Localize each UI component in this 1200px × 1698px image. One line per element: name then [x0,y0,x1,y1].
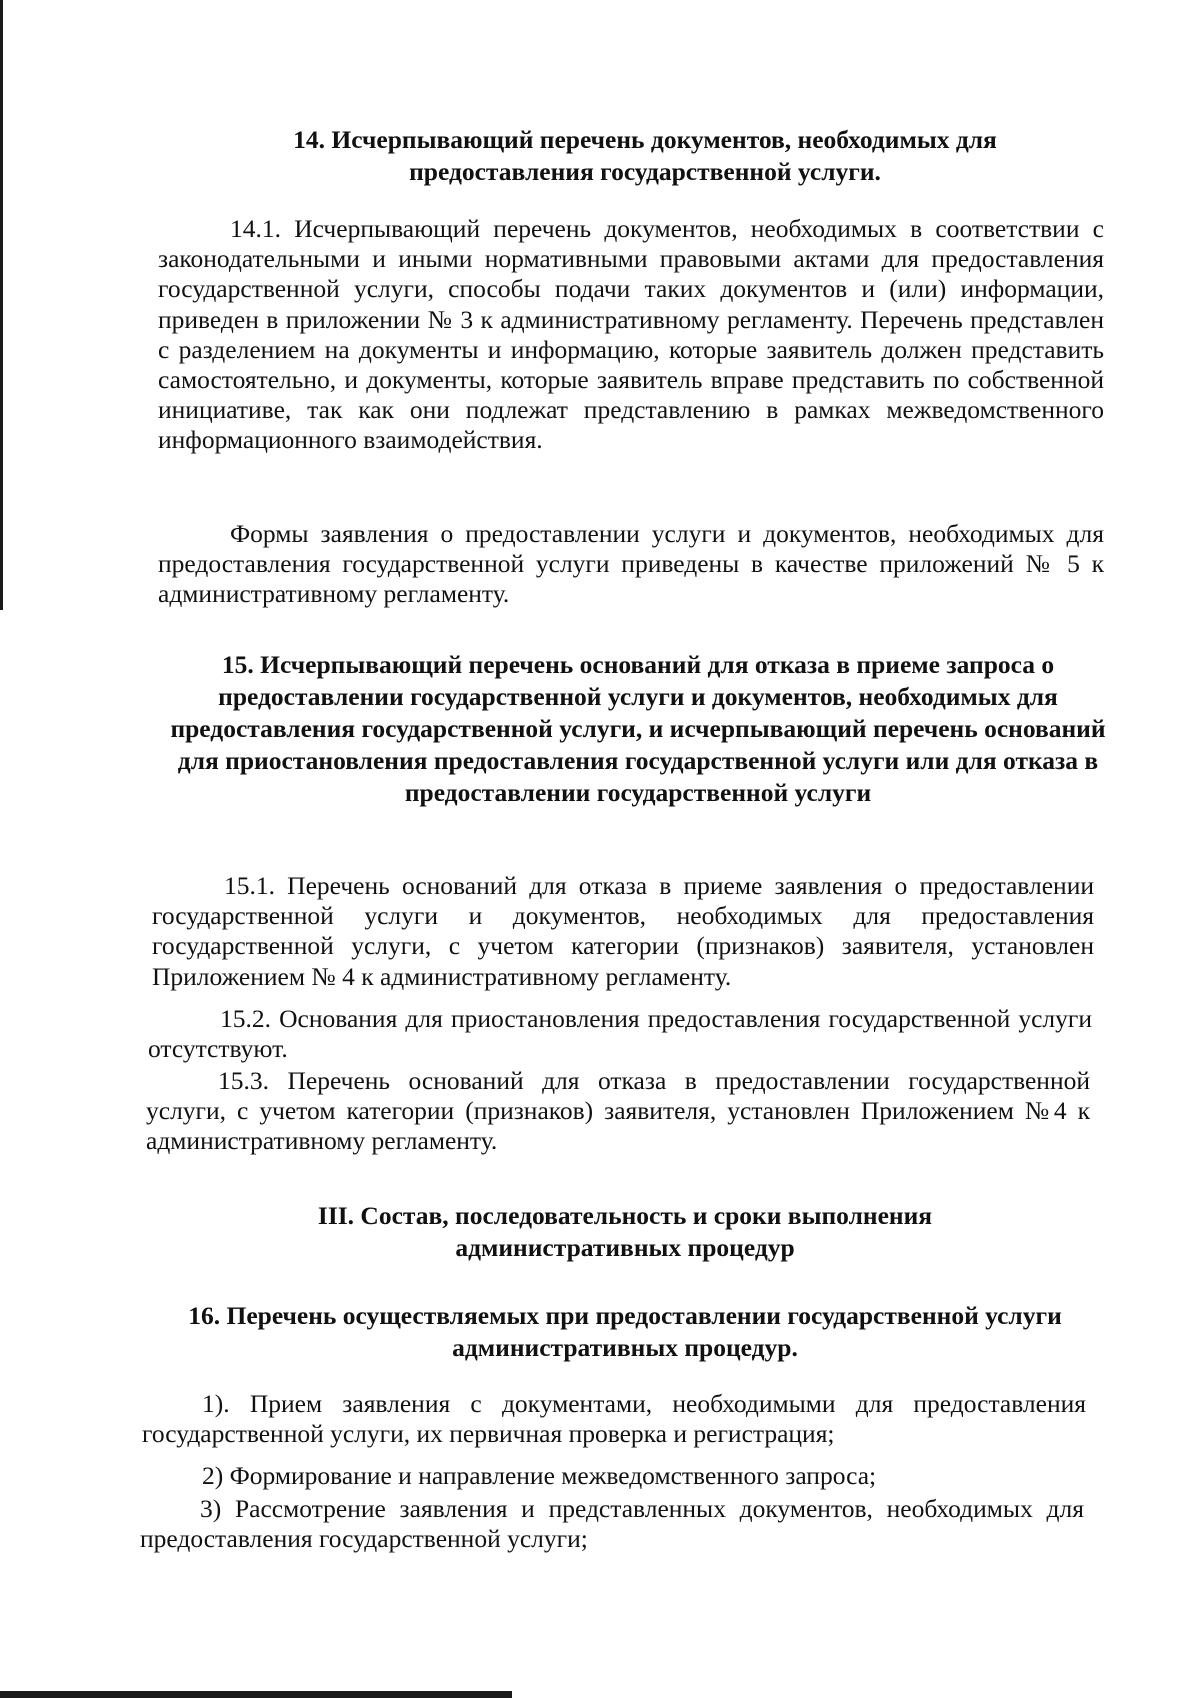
procedure-item-3: 3) Рассмотрение заявления и представленных документов, необходимых для предоставления государственной услуги; [140,1494,1084,1554]
scan-left-edge [0,0,3,610]
procedure-item-1: 1). Прием заявления с документами, необходимыми для предоставления государственной услуги, их первичная проверка и регистрация; [142,1389,1086,1449]
section-14-1-paragraph: 14.1. Исчерпывающий перечень документов, необходимых в соответствии с законодательными и иными нормативными правовыми актами для предоставления государственной услуги, способы подачи таких документов и (или) информации, приведен в приложении № 3 к административному регламенту. Перечень представлен с разделением на документы и информацию, которые заявитель должен представить самостоятельно, и документы, которые заявитель вправе представить по собственной инициативе, так как они подлежат представлению в рамках межведомственного информационного взаимодействия. [158,214,1104,455]
section-16-heading: 16. Перечень осуществляемых при предоставлении государственной услуги административных процедур. [188,1301,1062,1362]
section-15-3-paragraph: 15.3. Перечень оснований для отказа в предоставлении государственной услуги, с учетом категории (признаков) заявителя, установлен Приложением №4 к административному регламенту. [146,1066,1090,1156]
section-15-1-paragraph: 15.1. Перечень оснований для отказа в приеме заявления о предоставлении государственной услуги и документов, необходимых для предоставления государственной услуги, с учетом категории (признаков) заявителя, установлен Приложением № 4 к административному регламенту. [152,871,1094,991]
section-iii-heading: III. Состав, последовательность и сроки выполнения административных процедур [317,1201,933,1262]
procedure-item-2: 2) Формирование и направление межведомственного запроса; [202,1461,877,1490]
section-14-forms-paragraph: Формы заявления о предоставлении услуги и документов, необходимых для предоставления государственной услуги приведены в качестве приложений № 5 к административному регламенту. [158,519,1104,609]
section-14-heading: 14. Исчерпывающий перечень документов, необходимых для предоставления государственной услуги. [293,125,997,186]
section-15-2-paragraph: 15.2. Основания для приостановления предоставления государственной услуги отсутствуют. [148,1004,1092,1064]
section-15-heading: 15. Исчерпывающий перечень оснований для отказа в приеме запроса о предоставлении государственной услуги и документов, необходимых для предоставления государственной услуги, и исчерпывающий перечень оснований для приостановления предоставления государственной услуги или для отказа в предоставлении государственной услуги [170,650,1106,807]
scan-bottom-edge [0,1691,512,1698]
